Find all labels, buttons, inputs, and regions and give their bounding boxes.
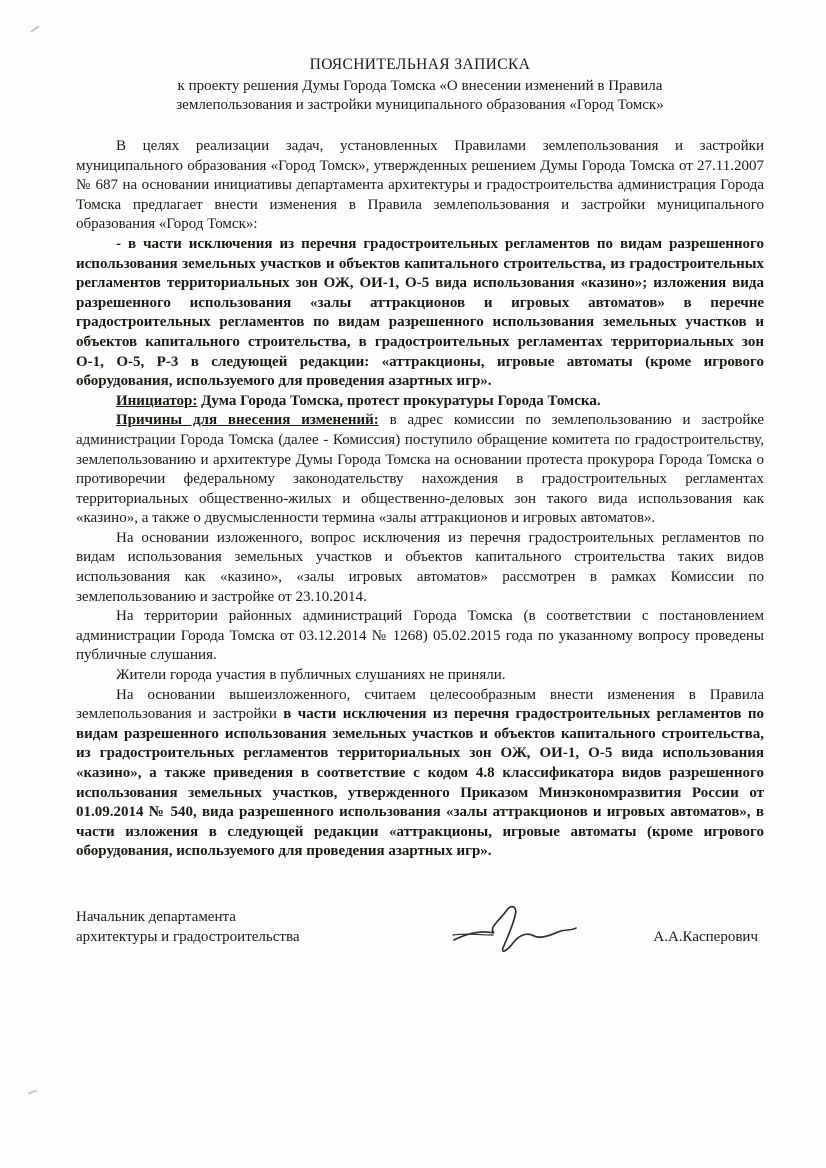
paragraph-commission-review: На основании изложенного, вопрос исключения из перечня градостроительных регламентов по видам использования земельных участков и объектов капитального строительства таких видов использования как «казино», «залы игровых автоматов» рассмотрен в рамках Комиссии по землепользованию и застройке от 23.10.2014. (76, 529, 764, 605)
document-subtitle-line1: к проекту решения Думы Города Томска «О внесении изменений в Правила (177, 78, 663, 94)
signatory-position-line1: Начальник департамента (76, 908, 236, 925)
paragraph-amendments: - в части исключения из перечня градостроительных регламентов по видам разрешенного использования земельных участков и объектов капитального строительства, из градостроительных регламентов территориальных зон ОЖ, ОИ-1, О-5 вида использования «казино»; изложения вида разрешенного использования «залы аттракционов и игровых автоматов» в перечне градостроительных регламентов по видам разрешенного использования земельных участков и объектов капитального строительства, в градостроительных регламентах территориальных зон О-1, О-5, Р-3 в следующей редакции: «аттракционы, игровые автоматы (кроме игрового оборудования, используемого для проведения азартных игр». (76, 235, 764, 390)
reasons-label: Причины для внесения изменений: (116, 412, 379, 429)
conclusion-regular-text: На основании вышеизложенного, считаем целесообразным внести изменения в Правила землепользования и застройки (76, 686, 764, 723)
initiator-label: Инициатор: (116, 392, 198, 409)
document-title: ПОЯСНИТЕЛЬНАЯ ЗАПИСКА (309, 56, 531, 73)
reasons-text: в адрес комиссии по землепользованию и застройке администрации Города Томска (далее - Комиссия) поступило обращение комитета по градостроительству, землепользованию и архитектуре Думы Города Томска на основании протеста прокурора Города Томска о противоречии федеральному законодательству нахождения в градостроительных регламентах территориальных общественно-жилых и общественно-деловых зон такого вида использования как «казино», а также о двусмысленности термина «залы аттракционов и игровых автоматов». (76, 412, 764, 527)
scan-artifact-top-left (30, 25, 39, 32)
signature-area (376, 904, 653, 956)
paragraph-public-hearings: На территории районных администраций Города Томска (в соответствии с постановлением администрации Города Томска от 03.12.2014 № 1268) 05.02.2015 года по указанному вопросу проведены публичные слушания. (76, 608, 764, 664)
paragraph-intro: В целях реализации задач, установленных Правилами землепользования и застройки муниципального образования «Город Томск», утвержденных решением Думы Города Томска от 27.11.2007 № 687 на основании инициативы департамента архитектуры и градостроительства администрация Города Томска предлагает внести изменения в Правила землепользования и застройки муниципального образования «Город Томск»: (76, 138, 764, 233)
document-subtitle (76, 77, 764, 115)
document-body (76, 137, 764, 862)
document-subtitle-line2: землепользования и застройки муниципального образования «Город Томск» (176, 97, 664, 113)
signature-scribble (450, 904, 580, 956)
signatory-position-line2: архитектуры и градостроительства (76, 928, 300, 945)
scan-artifact-bottom-left (28, 1090, 37, 1095)
conclusion-bold-text: в части исключения из перечня градостроительных регламентов по видам разрешенного использования земельных участков и объектов капитального строительства, из градостроительных регламентов территориальных зон ОЖ, ОИ-1, О-5 вида использования «казино», а также приведения в соответствие с кодом 4.8 классификатора видов разрешенного использования земельных участков, утвержденного Приказом Минэкономразвития России от 01.09.2014 № 540, вида разрешенного использования «залы аттракционов и игровых автоматов», в части изложения в следующей редакции «аттракционы, игровые автоматы (кроме игрового оборудования, используемого для проведения азартных игр». (76, 706, 765, 860)
paragraph-reasons (76, 411, 764, 529)
document-content (76, 56, 764, 956)
signature-block (76, 908, 764, 956)
signatory-name: А.А.Касперович (653, 928, 758, 945)
initiator-text: Дума Города Томска, протест прокуратуры Города Томска. (197, 392, 601, 409)
paragraph-conclusion (76, 686, 764, 862)
paragraph-initiator (76, 392, 764, 412)
signatory-position (76, 908, 376, 947)
paragraph-residents: Жители города участия в публичных слушаниях не приняли. (116, 667, 506, 684)
